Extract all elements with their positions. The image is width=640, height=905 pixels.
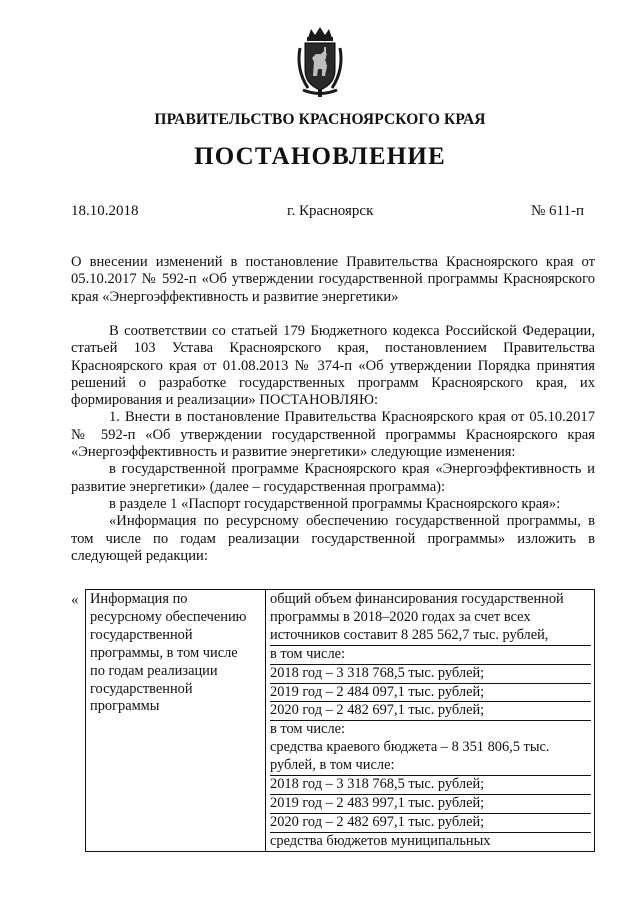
value-line: в том числе: bbox=[270, 721, 346, 738]
document-type-title: ПОСТАНОВЛЕНИЕ bbox=[194, 143, 446, 170]
value-line: 2018 год – 3 318 768,5 тыс. рублей; bbox=[270, 776, 591, 795]
value-line: рублей, в том числе: bbox=[270, 757, 591, 776]
government-title: ПРАВИТЕЛЬСТВО КРАСНОЯРСКОГО КРАЯ bbox=[154, 111, 486, 128]
value-line: источников составит 8 285 562,7 тыс. рублей, bbox=[270, 627, 591, 646]
value-line: 2019 год – 2 484 097,1 тыс. рублей; bbox=[270, 684, 591, 703]
value-line: средства краевого бюджета – 8 351 806,5 тыс. bbox=[270, 739, 550, 756]
label-line: Информация по bbox=[90, 591, 188, 607]
document-date: 18.10.2018 bbox=[71, 203, 139, 219]
document-number: № 611-п bbox=[530, 203, 584, 219]
value-line: 2018 год – 3 318 768,5 тыс. рублей; bbox=[270, 665, 591, 684]
paragraph: в государственной программе Красноярского края «Энергоэффективность и развитие энергетики» (далее – государственная программа): bbox=[71, 461, 595, 495]
label-line: программы bbox=[90, 698, 160, 715]
value-line: общий объем финансирования государственной bbox=[270, 591, 564, 607]
paragraph: в разделе 1 «Паспорт государственной программы Красноярского края»: bbox=[109, 495, 561, 512]
paragraph: 1. Внести в постановление Правительства Красноярского края от 05.10.2017 № 592-п «Об утверждении государственной программы Красноярского края «Энергоэффективность и развитие энергетики» следующие изменения: bbox=[71, 409, 595, 461]
label-line: по годам реализации bbox=[90, 662, 218, 679]
label-line: ресурсному обеспечению bbox=[90, 608, 247, 625]
opening-quote: « bbox=[71, 592, 79, 608]
table-label-cell bbox=[86, 590, 266, 852]
document-subject bbox=[71, 254, 595, 306]
paragraph: «Информация по ресурсному обеспечению государственной программы, в том числе по годам реализации государственной программы» изложить в следующей редакции: bbox=[71, 513, 595, 564]
value-line: 2019 год – 2 483 997,1 тыс. рублей; bbox=[270, 795, 591, 814]
value-line: 2020 год – 2 482 697,1 тыс. рублей; bbox=[270, 814, 591, 833]
table-value-cell bbox=[266, 590, 595, 852]
coat-of-arms-icon bbox=[294, 26, 346, 98]
paragraph: В соответствии со статьей 179 Бюджетного кодекса Российской Федерации, статьей 103 Устава Красноярского края, постановлением Правительства Красноярского края от 01.08.2013 № 374-п «Об утверждении Порядка принятия решений о разработке государственных программ Красноярского края, их формирования и реализации» ПОСТАНОВЛЯЮ: bbox=[71, 323, 595, 409]
value-line: программы в 2018–2020 годах за счет всех bbox=[270, 608, 531, 625]
label-line: программы, в том числе bbox=[90, 644, 238, 661]
resource-info-table bbox=[85, 589, 595, 852]
value-line: средства бюджетов муниципальных bbox=[270, 832, 491, 849]
document-body bbox=[71, 323, 595, 565]
document-city: г. Красноярск bbox=[287, 203, 374, 219]
value-line: 2020 год – 2 482 697,1 тыс. рублей; bbox=[270, 702, 591, 721]
label-line: государственной bbox=[90, 626, 193, 643]
value-line: в том числе: bbox=[270, 646, 591, 665]
label-line: государственной bbox=[90, 680, 193, 697]
subject-text: О внесении изменений в постановление Правительства Красноярского края от 05.10.2017 № 592-п «Об утверждении государственной программы Красноярского края «Энергоэффективность и развитие энергетики» bbox=[71, 254, 595, 305]
table-row bbox=[86, 590, 595, 852]
